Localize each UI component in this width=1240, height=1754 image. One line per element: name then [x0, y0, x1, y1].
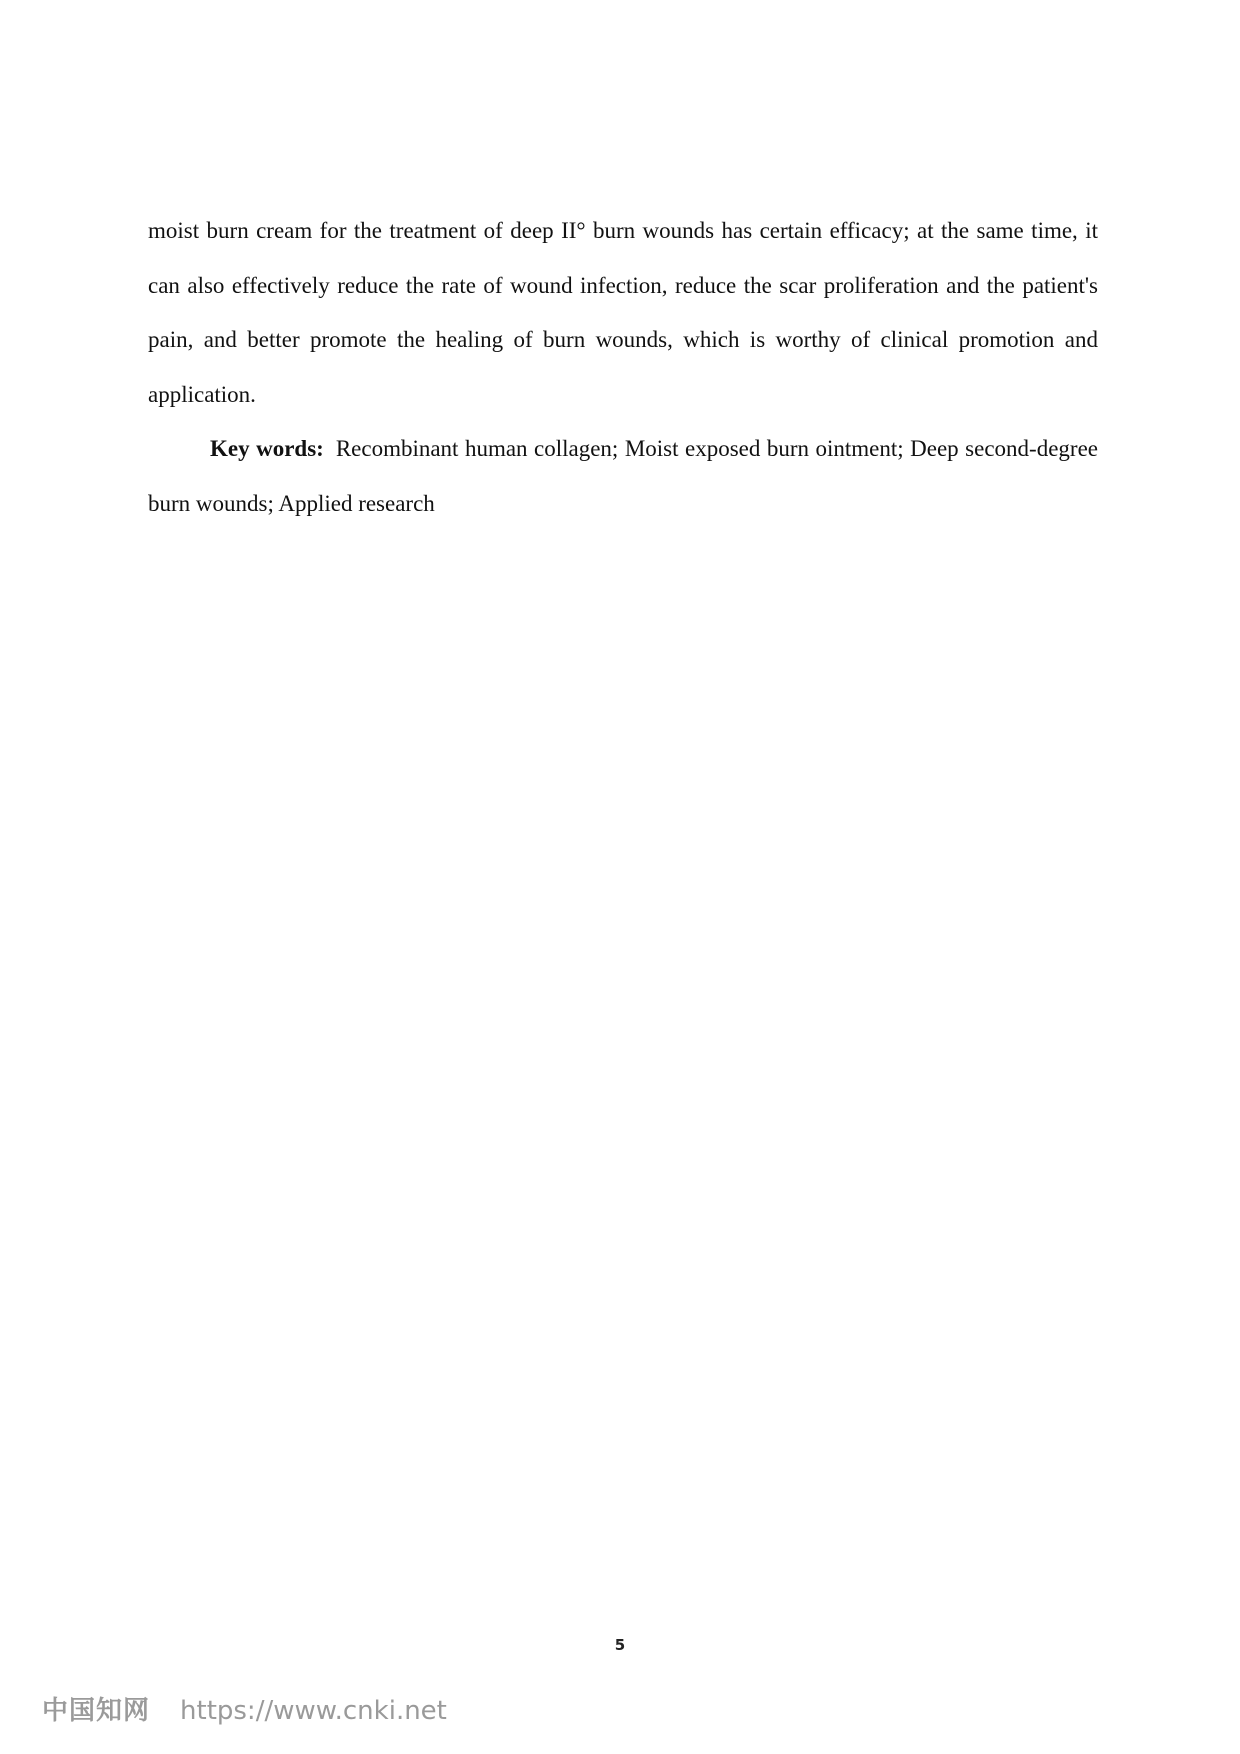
- keywords-paragraph: [148, 422, 1098, 531]
- keywords-text: Recombinant human collagen; Moist exposed burn ointment; Deep second-degree burn wounds; Applied research: [148, 436, 1098, 516]
- page-number: 5: [614, 1636, 626, 1654]
- abstract-paragraph: moist burn cream for the treatment of deep II° burn wounds has certain efficacy; at the same time, it can also effectively reduce the rate of wound infection, reduce the scar proliferation and the patient's pain, and better promote the healing of burn wounds, which is worthy of clinical promotion and application.: [148, 218, 1098, 407]
- watermark: [42, 1690, 447, 1727]
- watermark-url: https://www.cnki.net: [180, 1696, 447, 1726]
- keywords-label: Key words:: [210, 436, 324, 461]
- watermark-logo: 中国知网: [42, 1696, 151, 1726]
- body-text: [148, 204, 1098, 531]
